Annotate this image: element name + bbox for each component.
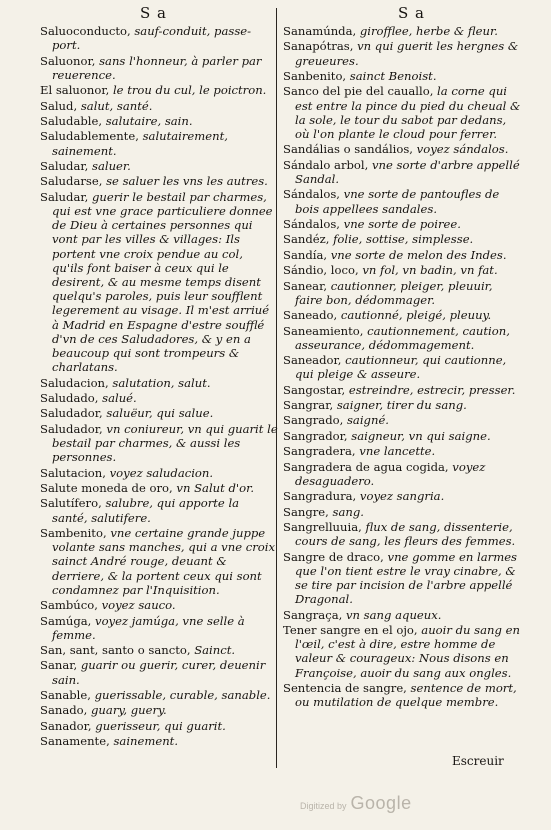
headword: Sandálias o sandálios, [283, 142, 413, 157]
headword: Saludar, [40, 189, 89, 204]
definition: auoir du sang en l'œil, c'est à dire, estre homme de valeur & courageux: Nous disons en Françoise, auoir du sang aux ongles. [295, 623, 520, 680]
dictionary-entry [40, 734, 278, 748]
headword: Saneado, [283, 308, 338, 323]
definition: sentence de mort, ou mutilation de quelque membre. [295, 681, 517, 710]
definition: vne sorte de melon des Indes. [327, 247, 507, 262]
headword: Sambúco, [40, 598, 98, 613]
headword: Sanco del pie del cauallo, [283, 84, 434, 99]
definition: voyez saludacion. [105, 465, 214, 480]
running-header-right: S a [398, 4, 425, 22]
headword: Sangre, [283, 504, 329, 519]
headword: Saludador, [40, 406, 103, 421]
definition: sang. [328, 504, 364, 519]
dictionary-entry [40, 526, 278, 597]
headword: Saludar, [40, 158, 89, 173]
dictionary-entry [40, 422, 278, 465]
dictionary-entry [283, 279, 523, 307]
headword: Sándalos, [283, 187, 340, 202]
headword: Sambenito, [40, 525, 107, 540]
headword: El saluonor, [40, 83, 110, 98]
headword: Sándio, loco, [283, 263, 359, 278]
headword: Saludador, [40, 421, 103, 436]
dictionary-entry [283, 142, 523, 156]
definition: sans l'honneur, à parler par reuerence. [52, 53, 262, 82]
definition: saigneur, vn qui saigne. [347, 428, 491, 443]
dictionary-entry [283, 444, 523, 458]
definition: guerisseur, qui guarit. [91, 718, 226, 733]
definition: estreindre, estrecir, presser. [345, 382, 516, 397]
headword: Saludablemente, [40, 129, 139, 144]
headword: Sanamúnda, [283, 24, 357, 38]
dictionary-entry [283, 413, 523, 427]
headword: Saludacion, [40, 375, 109, 390]
definition: la corne qui est entre la pince du pied du cheual & la sole, le tour du sabot par dedans, où l'on plante le cloud pour ferrer. [295, 84, 521, 141]
dictionary-entry [283, 263, 523, 277]
definition: saluer. [88, 158, 131, 173]
definition: guary, guery. [87, 703, 167, 718]
dictionary-entry [283, 217, 523, 231]
definition: girofflee, herbe & fleur. [356, 24, 498, 38]
dictionary-entry [40, 114, 278, 128]
headword: Salud, [40, 98, 78, 113]
dictionary-entry [283, 158, 523, 186]
definition: voyez desaguadero. [295, 459, 486, 488]
dictionary-entry [40, 376, 278, 390]
definition: le trou du cul, le poictron. [109, 83, 267, 98]
definition: salut, santé. [77, 98, 153, 113]
watermark-prefix: Digitized by [300, 801, 347, 811]
headword: Sangrador, [283, 428, 348, 443]
definition: Sainct. [190, 643, 236, 658]
definition: vn Salut d'or. [172, 480, 255, 495]
dictionary-entry [40, 658, 278, 686]
definition: cautionner, pleiger, pleuuir, faire bon, dédommager. [295, 278, 493, 307]
headword: Sentencia de sangre, [283, 681, 407, 695]
headword: Sanador, [40, 718, 92, 733]
definition: vne sorte d'arbre appellé Sandal. [295, 157, 520, 186]
dictionary-entry [40, 391, 278, 405]
definition: voyez sangria. [356, 489, 445, 504]
definition: cautionnement, caution, asseurance, dédommagement. [295, 323, 510, 352]
google-logo: Google [350, 793, 412, 813]
headword: Sangostar, [283, 382, 346, 397]
headword: Sanable, [40, 688, 91, 703]
dictionary-entry [40, 83, 278, 97]
headword: Sangrelluuia, [283, 520, 362, 535]
definition: saigner, tirer du sang. [333, 398, 467, 413]
headword: Sandéz, [283, 232, 330, 247]
headword: Tener sangre en el ojo, [283, 623, 418, 637]
headword: Saludado, [40, 390, 99, 405]
dictionary-entry [283, 398, 523, 412]
headword: Sándalos, [283, 216, 340, 231]
headword: Sangradura, [283, 489, 357, 504]
dictionary-entry [283, 550, 523, 607]
digitized-watermark [300, 793, 412, 814]
definition: sauf-conduit, passe-port. [52, 24, 252, 53]
dictionary-entry [283, 383, 523, 397]
dictionary-entry [40, 99, 278, 113]
definition: saluëur, qui salue. [102, 406, 214, 421]
dictionary-entry [40, 54, 278, 82]
dictionary-entry [40, 598, 278, 612]
headword: Sangrado, [283, 413, 344, 428]
definition: vne sorte de pantoufles de bois appellees sandales. [295, 187, 500, 216]
dictionary-entry [40, 496, 278, 524]
headword: Saneador, [283, 353, 342, 368]
definition: saigné. [343, 413, 389, 428]
headword: Saluonor, [40, 53, 96, 68]
dictionary-entry [283, 308, 523, 322]
definition: vn coniureur, vn qui guarit le bestail par charmes, & aussi les personnes. [52, 421, 278, 465]
dictionary-entry [40, 643, 278, 657]
dictionary-entry [283, 39, 523, 67]
definition: voyez sauco. [97, 598, 176, 613]
dictionary-entry [283, 520, 523, 548]
dictionary-entry [283, 489, 523, 503]
dictionary-entry [283, 187, 523, 215]
definition: sainct Benoist. [346, 68, 437, 83]
headword: Sanbenito, [283, 68, 347, 83]
dictionary-entry [40, 703, 278, 717]
headword: Samúga, [40, 613, 92, 628]
headword: Saluoconducto, [40, 24, 131, 38]
definition: salutation, salut. [108, 375, 211, 390]
definition: vn fol, vn badin, vn fat. [358, 263, 498, 278]
dictionary-entry [283, 505, 523, 519]
dictionary-entry [283, 353, 523, 381]
definition: vne gomme en larmes que l'on tient estre le vray cinabre, & se tire par incision de l'arbre appellé Dragonal. [295, 549, 518, 607]
headword: Sangrar, [283, 398, 334, 413]
dictionary-entry [283, 460, 523, 488]
dictionary-entry [40, 406, 278, 420]
headword: Saludarse, [40, 174, 103, 189]
headword: Salutacion, [40, 465, 106, 480]
right-column [283, 24, 523, 711]
running-header-left: S a [140, 4, 167, 22]
definition: vne certaine grande juppe volante sans manches, qui a vne croix sainct André rouge, deuant & derriere, & la portent ceux qui sont condamnez par l'Inquisition. [52, 525, 276, 597]
dictionary-entry [283, 24, 523, 38]
dictionary-entry [283, 623, 523, 680]
headword: Sangraça, [283, 607, 343, 622]
dictionary-entry [40, 129, 278, 157]
definition: guarir ou guerir, curer, deuenir sain. [52, 658, 266, 687]
headword: Sangradera, [283, 444, 356, 459]
definition: vn qui guerit les hergnes & greueures. [295, 39, 519, 68]
catchword: Escreuir [452, 754, 504, 768]
dictionary-entry [283, 69, 523, 83]
dictionary-entry [40, 190, 278, 375]
definition: vne sorte de poiree. [339, 216, 461, 231]
dictionary-entry [283, 248, 523, 262]
definition: guerir le bestail par charmes, qui est vne grace particuliere donnee de Dieu à certaines personnes qui vont par les villes & villages: Ils portent vne croix pendue au col, qu'ils font baiser à ceux qui le desirent, & au mesme temps disent quelqu's paroles, puis leur soufflent legerement au visage. Il m'est arriué à Madrid en Espagne d'estre soufflé d'vn de ces Saludadores, & y en a beaucoup qui sont trompeurs & charlatans. [52, 189, 273, 375]
headword: Sangradera de agua cogida, [283, 459, 449, 474]
dictionary-entry [40, 159, 278, 173]
headword: Saneamiento, [283, 323, 364, 338]
headword: Sanar, [40, 658, 78, 673]
headword: Sanamente, [40, 734, 110, 749]
dictionary-entry [40, 481, 278, 495]
dictionary-entry [40, 719, 278, 733]
dictionary-entry [40, 614, 278, 642]
dictionary-entry [283, 84, 523, 141]
dictionary-entry [283, 681, 523, 709]
headword: Sanapótras, [283, 39, 354, 54]
dictionary-entry [40, 174, 278, 188]
dictionary-entry [40, 466, 278, 480]
definition: cautionneur, qui cautionne, qui pleige & asseure. [295, 353, 507, 382]
dictionary-entry [283, 429, 523, 443]
definition: cautionné, pleigé, pleuuy. [337, 308, 492, 323]
definition: salué. [98, 390, 137, 405]
definition: vn sang aqueux. [342, 607, 442, 622]
definition: voyez sándalos. [412, 142, 509, 157]
headword: Sanado, [40, 703, 88, 718]
headword: Salute moneda de oro, [40, 480, 173, 495]
dictionary-entry [40, 24, 278, 52]
definition: salubre, qui apporte la santé, salutifere. [52, 496, 240, 525]
definition: salutaire, sain. [102, 113, 193, 128]
headword: Saludable, [40, 113, 103, 128]
dictionary-entry [283, 608, 523, 622]
definition: salutairement, sainement. [52, 129, 228, 158]
left-column [40, 24, 278, 750]
headword: Salutífero, [40, 496, 102, 511]
definition: vne lancette. [355, 444, 436, 459]
definition: voyez jamúga, vne selle à femme. [52, 613, 245, 642]
headword: Sandía, [283, 247, 328, 262]
definition: se saluer les vns les autres. [102, 174, 268, 189]
headword: Sangre de draco, [283, 549, 384, 564]
dictionary-entry [283, 232, 523, 246]
definition: flux de sang, dissenterie, cours de sang, les fleurs des femmes. [295, 520, 516, 549]
definition: folie, sottise, simplesse. [329, 232, 474, 247]
dictionary-entry [40, 688, 278, 702]
headword: Sanear, [283, 278, 328, 293]
definition: guerissable, curable, sanable. [90, 688, 271, 703]
dictionary-entry [283, 324, 523, 352]
definition: sainement. [109, 734, 179, 749]
headword: San, sant, santo o sancto, [40, 643, 191, 658]
headword: Sándalo arbol, [283, 157, 369, 172]
